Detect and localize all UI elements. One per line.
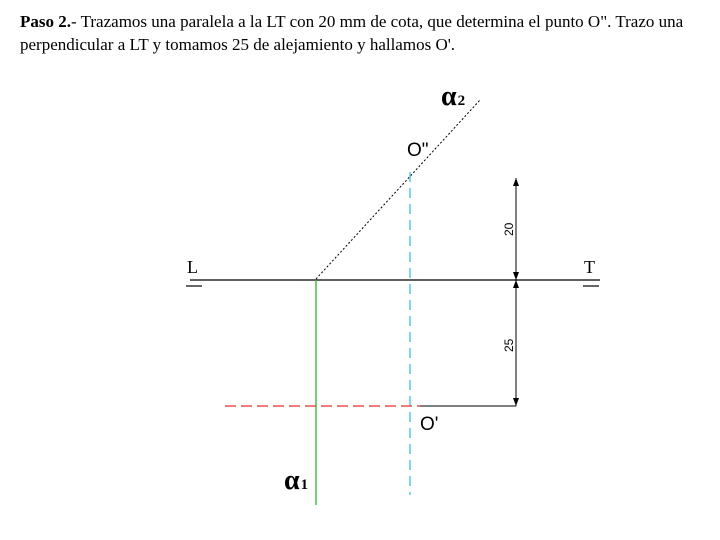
label-alpha2: α2 <box>441 81 466 112</box>
dimension-arrow-25-top <box>513 280 519 288</box>
label-o-double-prime: O" <box>407 140 429 161</box>
caption-step: Paso 2. <box>20 12 71 31</box>
dimension-arrow-20-bottom <box>513 272 519 280</box>
dimension-label-25: 25 <box>502 338 516 352</box>
vertical-trace-alpha2 <box>316 100 480 279</box>
label-t: T <box>584 257 595 277</box>
label-l: L <box>187 257 198 277</box>
label-o-prime: O' <box>420 414 439 435</box>
dimension-arrow-25-bottom <box>513 398 519 406</box>
dimension-label-20: 20 <box>502 222 516 236</box>
label-alpha1: α1 <box>284 465 309 496</box>
dimension-arrow-top <box>513 178 519 186</box>
caption-text: - Trazamos una paralela a la LT con 20 mm de cota, que determina el punto O". Trazo una perpendicular a LT y tomamos 25 de alejamiento y hallamos O'. <box>20 12 684 54</box>
